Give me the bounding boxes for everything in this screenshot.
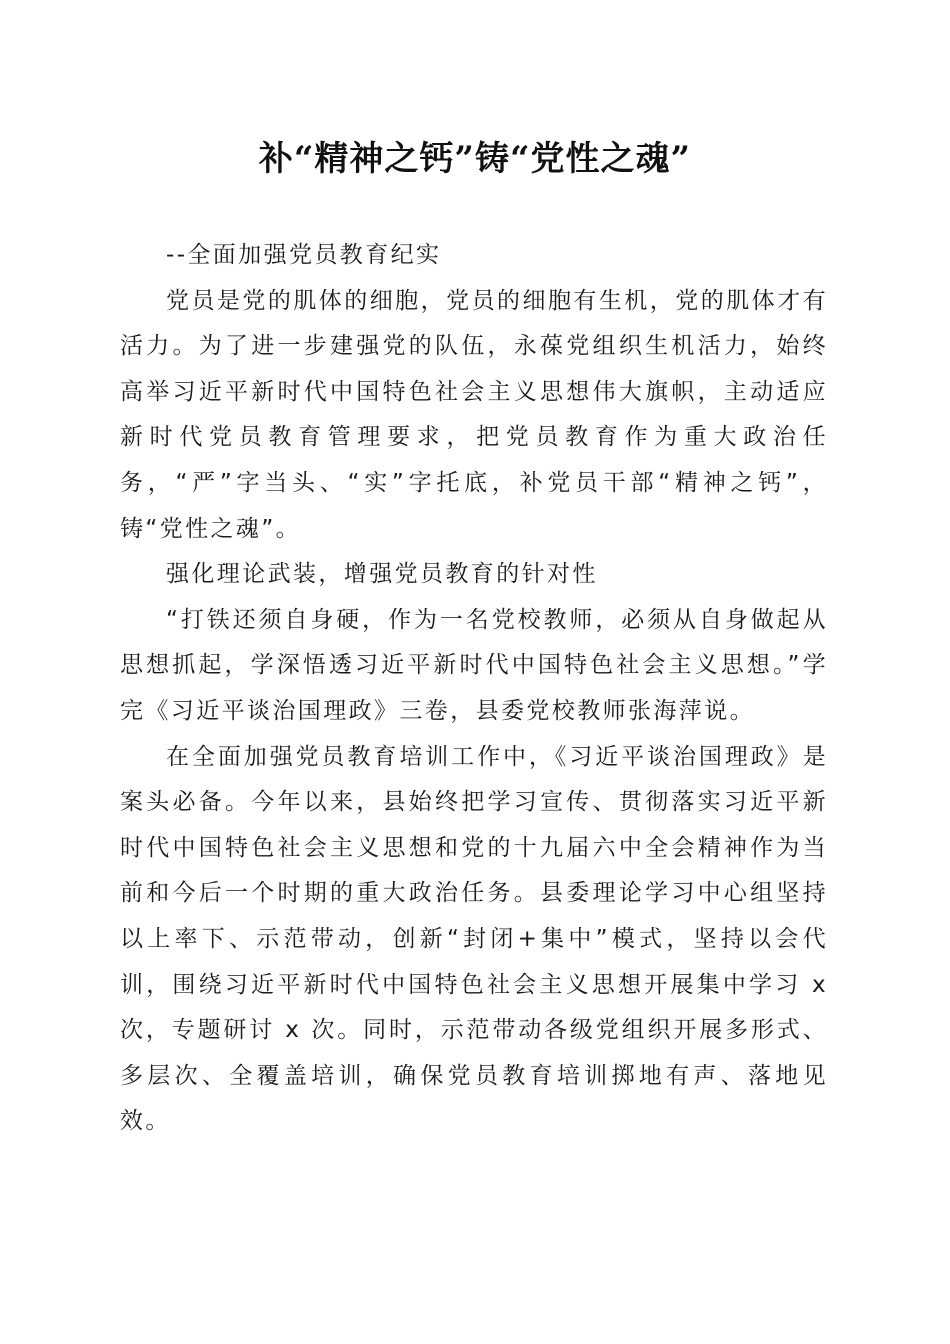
section-heading: 强化理论武装，增强党员教育的针对性 [166, 561, 598, 588]
subtitle-paragraph: --全面加强党员教育纪实 [166, 242, 442, 268]
quote-paragraph: “打铁还须自身硬，作为一名党校教师，必须从自身做起从思想抓起，学深悟透习近平新时代中国特色社会主义思想。”学完《习近平谈治国理政》三卷，县委党校教师张海萍说。 [120, 606, 828, 724]
intro-paragraph: 党员是党的肌体的细胞，党员的细胞有生机，党的肌体才有活力。为了进一步建强党的队伍，永葆党组织生机活力，始终高举习近平新时代中国特色社会主义思想伟大旗帜，主动适应新时代党员教育管理要求，把党员教育作为重大政治任务，“严”字当头、“实”字托底，补党员干部“精神之钙”，铸“党性之魂”。 [120, 287, 828, 542]
document-body [120, 233, 828, 1145]
document-title: 补“精神之钙”铸“党性之魂” [258, 139, 692, 179]
body-paragraph: 在全面加强党员教育培训工作中，《习近平谈治国理政》是案头必备。今年以来，县始终把学习宣传、贯彻落实习近平新时代中国特色社会主义思想和党的十九届六中全会精神作为当前和今后一个时期的重大政治任务。县委理论学习中心组坚持以上率下、示范带动，创新“封闭+集中”模式，坚持以会代训，围绕习近平新时代中国特色社会主义思想开展集中学习 x 次，专题研讨 x 次。同时，示范带动各级党组织开展多形式、多层次、全覆盖培训，确保党员教育培训掷地有声、落地见效。 [120, 743, 828, 1135]
